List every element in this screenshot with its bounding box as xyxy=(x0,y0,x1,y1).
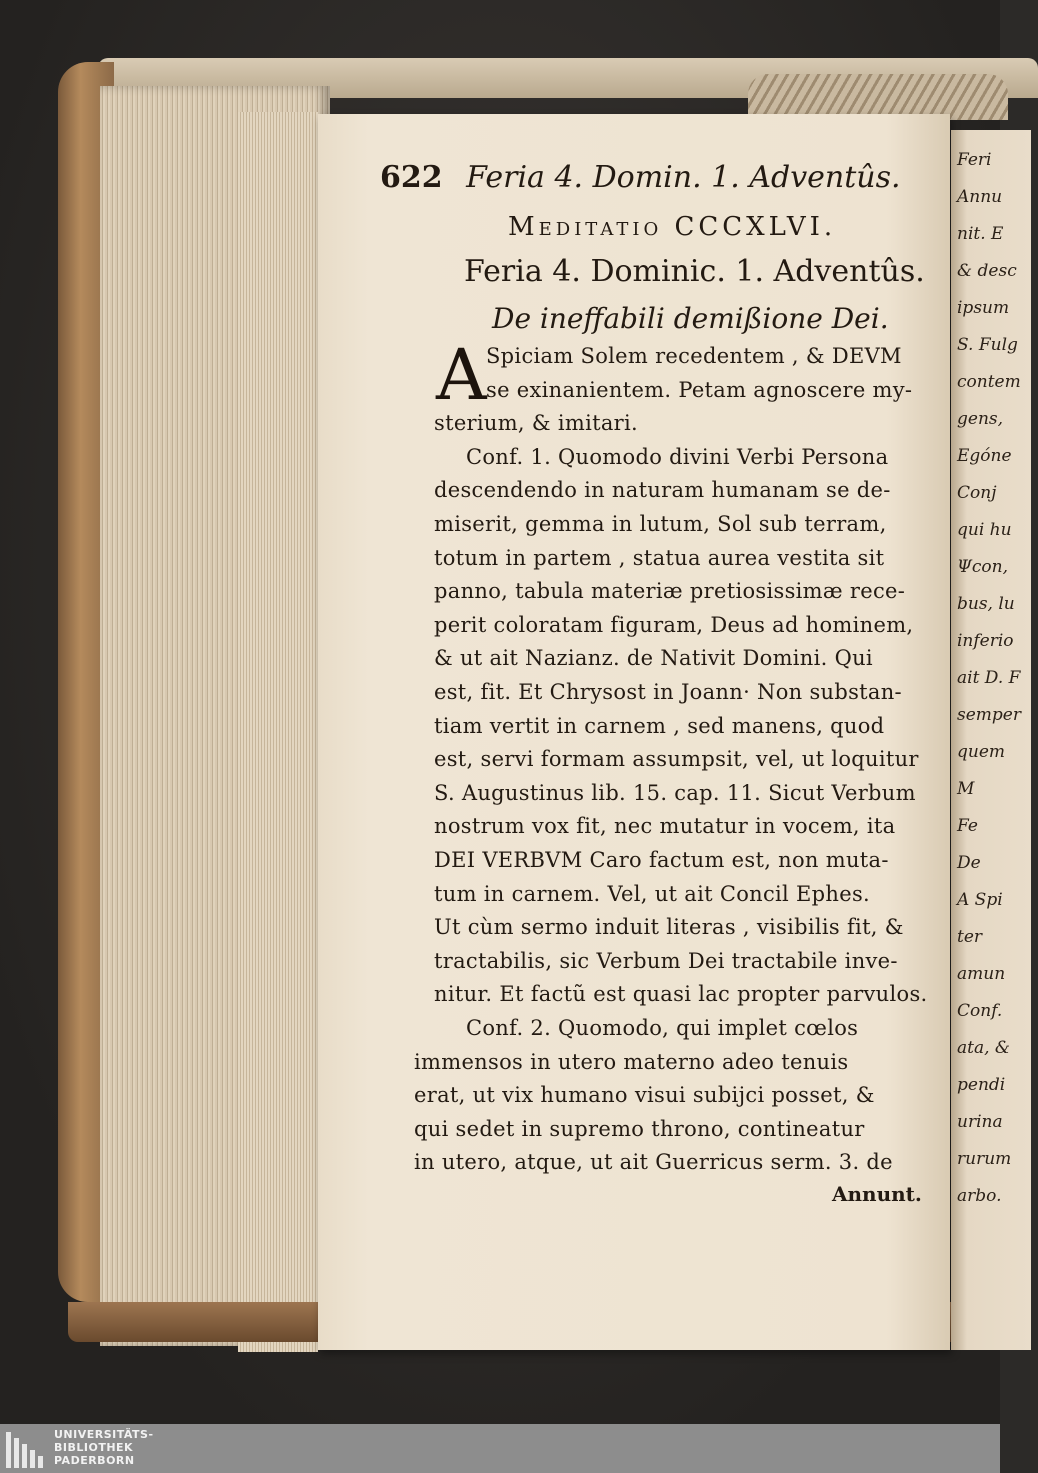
facing-text-line: Ψcon, xyxy=(957,557,1009,577)
text-line: Conf. 2. Quomodo, qui implet cœlos xyxy=(466,1016,859,1040)
text-line: nitur. Et factũ est quasi lac propter parvulos. xyxy=(434,982,928,1007)
library-name-line: PADERBORN xyxy=(54,1454,135,1467)
facing-text-line: bus, lu xyxy=(957,594,1015,614)
facing-text-line: gens, xyxy=(957,409,1004,429)
facing-text-line: De xyxy=(957,853,981,873)
text-line: est, servi formam assumpsit, vel, ut loquitur xyxy=(434,747,919,772)
text-line: Conf. 1. Quomodo divini Verbi Persona xyxy=(466,444,889,469)
text-line: nostrum vox fit, nec mutatur in vocem, ita xyxy=(434,814,896,839)
text-line: in utero, atque, ut ait Guerricus serm. 3. de xyxy=(414,1150,893,1175)
page-block-inner xyxy=(238,112,318,1352)
text-line: panno, tabula materiæ pretiosissimæ rece- xyxy=(434,579,906,604)
facing-text-line: ter xyxy=(957,927,983,947)
text-line: S. Augustinus lib. 15. cap. 11. Sicut Verbum xyxy=(434,780,916,805)
facing-text-line: quem xyxy=(957,742,1006,762)
library-name-line: UNIVERSITÄTS- xyxy=(54,1428,154,1441)
text-line: se exinanientem. Petam agnoscere my- xyxy=(486,377,913,402)
text-line: perit coloratam figuram, Deus ad hominem, xyxy=(434,612,914,637)
facing-text-line: arbo. xyxy=(957,1186,1002,1206)
library-name xyxy=(54,1428,154,1467)
text-line: Spiciam Solem recedentem , & DEVM xyxy=(486,344,902,368)
facing-text-line: & desc xyxy=(957,261,1017,281)
text-line: tiam vertit in carnem , sed manens, quod xyxy=(434,713,885,738)
running-header xyxy=(380,160,901,195)
text-line: sterium, & imitari. xyxy=(434,411,638,436)
facing-text-line: Fe xyxy=(957,816,978,836)
text-line: totum in partem , statua aurea vestita sit xyxy=(434,545,885,570)
drop-cap: A xyxy=(436,334,487,416)
facing-text-line: semper xyxy=(957,705,1021,725)
feria-title: Feria 4. Dominic. 1. Adventûs. xyxy=(464,254,925,289)
text-line: miserit, gemma in lutum, Sol sub terram, xyxy=(434,512,887,536)
text-line: & ut ait Nazianz. de Nativit Domini. Qui xyxy=(434,646,873,671)
facing-text-line: S. Fulg xyxy=(957,335,1018,355)
running-title: Feria 4. Domin. 1. Adventûs. xyxy=(466,160,901,195)
library-logo-icon xyxy=(6,1432,48,1468)
text-line: qui sedet in supremo throno, contineatur xyxy=(414,1116,865,1141)
facing-text-line: M xyxy=(957,779,975,799)
text-line: Ut cùm sermo induit literas , visibilis fit, & xyxy=(434,915,904,940)
text-line: erat, ut vix humano visui subijci posset, & xyxy=(414,1083,875,1108)
facing-text-line: Conj xyxy=(957,483,997,503)
facing-text-line: amun xyxy=(957,964,1006,984)
text-line: DEI VERBVM Caro factum est, non muta- xyxy=(434,848,889,872)
text-line: est, fit. Et Chrysost in Joann· Non substan- xyxy=(434,680,902,704)
facing-text-line: Conf. xyxy=(957,1001,1003,1021)
facing-text-line: Egóne xyxy=(957,446,1012,466)
facing-page xyxy=(951,130,1031,1350)
text-line: tractabilis, sic Verbum Dei tractabile inve- xyxy=(434,948,898,973)
facing-text-line: rurum xyxy=(957,1149,1012,1169)
subject-title: De ineffabili demißione Dei. xyxy=(492,302,889,335)
meditation-title: Meditatio CCCXLVI. xyxy=(508,212,837,242)
facing-text-line: inferio xyxy=(957,631,1014,651)
facing-text-line: contem xyxy=(957,372,1021,392)
page-number: 622 xyxy=(380,160,443,195)
text-line: immensos in utero materno adeo tenuis xyxy=(414,1049,849,1074)
facing-text-line: ipsum xyxy=(957,298,1010,318)
facing-text-line: nit. E xyxy=(957,224,1004,244)
facing-text-line: ait D. F xyxy=(957,668,1021,688)
facing-text-line: ata, & xyxy=(957,1038,1011,1058)
text-line: descendendo in naturam humanam se de- xyxy=(434,478,891,503)
text-line: tum in carnem. Vel, ut ait Concil Ephes. xyxy=(434,881,871,906)
catchword: Annunt. xyxy=(832,1182,922,1206)
facing-text-line: qui hu xyxy=(957,520,1012,540)
library-name-line: BIBLIOTHEK xyxy=(54,1441,134,1454)
facing-text-line: Feri xyxy=(957,150,992,170)
library-footer xyxy=(0,1424,1000,1473)
facing-text-line: A Spi xyxy=(957,890,1003,910)
facing-text-line: urina xyxy=(957,1112,1003,1132)
facing-text-line: Annu xyxy=(957,187,1003,207)
facing-text-line: pendi xyxy=(957,1075,1006,1095)
